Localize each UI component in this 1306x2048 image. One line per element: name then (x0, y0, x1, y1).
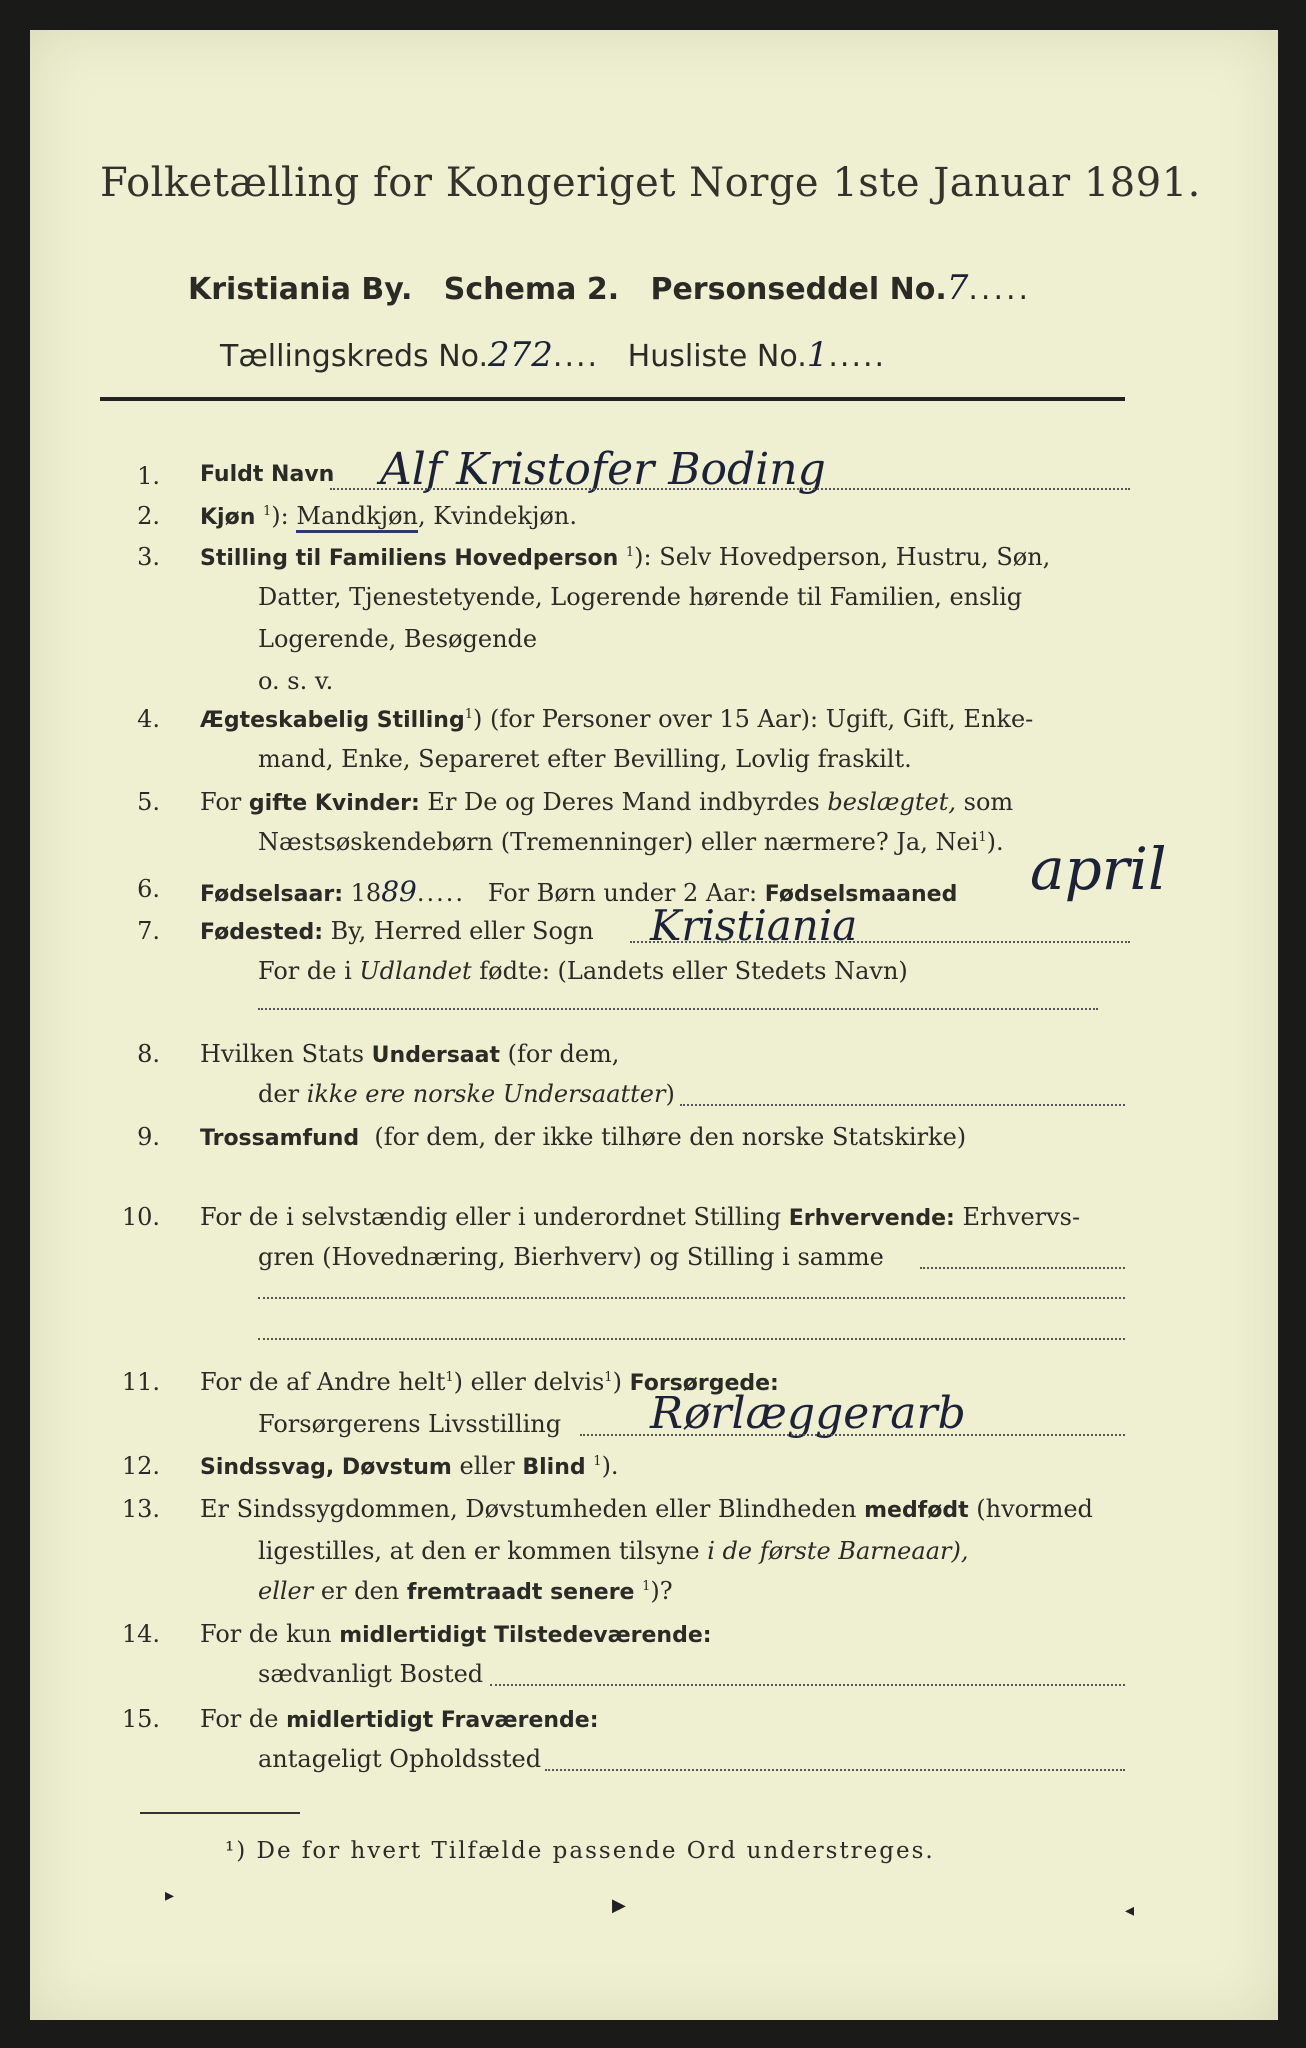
family-position-options-3: Logerende, Besøgende (258, 625, 538, 653)
item-number: 9. (137, 1123, 160, 1151)
congenital-label: medfødt (864, 1498, 969, 1523)
dependent-question: For de af Andre helt (200, 1368, 446, 1396)
dependent-label: Forsørgede: (629, 1371, 779, 1396)
birthplace-question: By, Herred eller Sogn (330, 917, 594, 945)
birthplace-label: Fødested: (200, 920, 323, 945)
provider-occupation-value: Rørlæggerarb (650, 1388, 966, 1439)
form-subtitle-2: Tællingskreds No.272.... Husliste No.1..... (220, 335, 887, 375)
dotted-line (545, 1769, 1125, 1771)
later-onset-label: fremtraadt senere (406, 1580, 635, 1605)
kreds-label: Tællingskreds No. (220, 339, 488, 374)
birthplace-value: Kristiania (650, 901, 858, 950)
schema-label: Schema 2. (443, 272, 620, 307)
marital-status-options: ) (for Personer over 15 Aar): Ugift, Gift, Enke- (473, 705, 1034, 733)
married-women-question-2: Næstsøskendebørn (Tremenninger) eller nærmere? Ja, Nei (258, 828, 979, 856)
congenital-question-2: (hvormed (976, 1495, 1093, 1523)
dotted-line (680, 1104, 1125, 1106)
form-subtitle: Kristiania By. Schema 2. Personseddel No.7..... (188, 268, 1032, 308)
birth-year-label: Fødselsaar: (200, 882, 343, 907)
birth-year-value: 89 (381, 875, 417, 908)
item-number: 12. (121, 1452, 160, 1480)
married-women-question: Er De og Deres Mand indbyrdes (427, 788, 820, 816)
dotted-line (580, 1434, 1125, 1436)
item-number: 10. (121, 1203, 160, 1231)
item-number: 14. (121, 1620, 160, 1648)
usual-residence-label: sædvanligt Bosted (258, 1660, 484, 1688)
header-rule (100, 397, 1125, 401)
sex-field: Kjøn $^1$): Mandkjøn, Kvindekjøn. (200, 502, 577, 530)
dotted-line (258, 1338, 1125, 1340)
congenital-question-3: ligestilles, at den er kommen tilsyne (258, 1537, 700, 1565)
birth-month-value: april (1030, 835, 1167, 903)
form-title: Folketælling for Kongeriget Norge 1ste Januar 1891. (100, 160, 1201, 206)
temporary-absent-label: midlertidigt Fraværende: (286, 1708, 599, 1733)
item-number: 13. (121, 1495, 160, 1523)
disability-blind-label: Blind (522, 1455, 586, 1480)
religion-label: Trossamfund (200, 1126, 360, 1151)
abroad-word: Udlandet (359, 957, 472, 985)
congenital-eller: eller (258, 1577, 314, 1605)
family-position-options-4: o. s. v. (258, 667, 334, 695)
full-name-value: Alf Kristofer Boding (380, 444, 826, 495)
sex-option-male: Mandkjøn (296, 502, 418, 533)
congenital-early-years: i de første Barneaar), (707, 1537, 969, 1565)
dotted-line (330, 488, 1130, 490)
dotted-line (920, 1267, 1125, 1269)
item-number: 11. (121, 1368, 160, 1396)
abroad-question: fødte: (Landets eller Stedets Navn) (479, 957, 908, 985)
husliste-label: Husliste No. (627, 339, 807, 374)
occupation-question: For de i selvstændig eller i underordnet Stilling (200, 1203, 782, 1231)
kreds-number: 272 (488, 335, 553, 375)
ink-mark: ◂ (1125, 1900, 1135, 1921)
citizenship-question-2: (for dem, (507, 1040, 620, 1068)
birth-month-question: For Børn under 2 Aar: (487, 879, 758, 907)
item-number: 6. (137, 875, 160, 903)
item-number: 3. (137, 543, 160, 571)
ink-mark: ▸ (165, 1885, 175, 1906)
married-women-prefix: For (200, 788, 242, 816)
dependent-question-2: ) eller delvis (453, 1368, 605, 1396)
item-number: 5. (137, 788, 160, 816)
full-name-label: Fuldt Navn (200, 462, 335, 487)
congenital-question-4: er den (320, 1577, 400, 1605)
city-label: Kristiania By. (188, 272, 413, 307)
occupation-question-3: gren (Hovednæring, Bierhverv) og Stilling i samme (258, 1243, 884, 1271)
religion-question: (for dem, der ikke tilhøre den norske Statskirke) (374, 1123, 967, 1151)
marital-status-label: Ægteskabelig Stilling (200, 708, 465, 733)
citizenship-der: der (258, 1080, 300, 1108)
family-position-options-2: Datter, Tjenestetyende, Logerende hørende til Familien, enslig (258, 583, 1023, 611)
item-number: 1. (137, 462, 160, 490)
temporary-present-label: midlertidigt Tilstedeværende: (339, 1623, 712, 1648)
husliste-number: 1 (806, 335, 829, 375)
disability-eller: eller (459, 1452, 515, 1480)
sex-label: Kjøn (200, 505, 256, 530)
abroad-prefix: For de i (258, 957, 352, 985)
provider-occupation-label: Forsørgerens Livsstilling (258, 1410, 562, 1438)
item-number: 7. (137, 917, 160, 945)
family-position-label: Stilling til Familiens Hovedperson (200, 546, 619, 571)
family-position-options: ): Selv Hovedperson, Hustru, Søn, (634, 543, 1051, 571)
sex-option-female: Kvindekjøn. (433, 502, 577, 530)
marital-status-options-2: mand, Enke, Separeret efter Bevilling, Lovlig fraskilt. (258, 745, 912, 773)
citizenship-label: Undersaat (371, 1043, 501, 1068)
item-number: 8. (137, 1040, 160, 1068)
married-women-label: gifte Kvinder: (248, 791, 420, 816)
ink-mark: ▶ (612, 1895, 626, 1916)
birth-month-label: Fødselsmaaned (764, 882, 958, 907)
footnote-rule (140, 1812, 300, 1814)
personseddel-number: 7 (946, 268, 969, 308)
dotted-line (258, 1008, 1098, 1010)
citizenship-question: Hvilken Stats (200, 1040, 365, 1068)
dotted-line (490, 1684, 1125, 1686)
disability-label: Sindssvag, Døvstum (200, 1455, 452, 1480)
item-number: 4. (137, 705, 160, 733)
birth-year-prefix: 18 (350, 879, 382, 907)
dotted-line (258, 1297, 1125, 1299)
temporary-absent-question: For de (200, 1705, 279, 1733)
item-number: 2. (137, 502, 160, 530)
item-number: 15. (121, 1705, 160, 1733)
dotted-line (630, 941, 1130, 943)
footnote-ref: 1 (263, 504, 272, 519)
occupation-question-2: Erhvervs- (962, 1203, 1081, 1231)
footnote: ¹) De for hvert Tilfælde passende Ord understreges. (225, 1838, 935, 1864)
temporary-present-question: For de kun (200, 1620, 332, 1648)
personseddel-label: Personseddel No. (650, 272, 947, 307)
occupation-label: Erhvervende: (788, 1206, 955, 1231)
married-women-som: som (963, 788, 1014, 816)
citizenship-non-norwegian: ikke ere norske Undersaatter (306, 1080, 666, 1108)
congenital-question: Er Sindssygdommen, Døvstumheden eller Blindheden (200, 1495, 857, 1523)
probable-residence-label: antageligt Opholdssted (258, 1745, 542, 1773)
married-women-related: beslægtet, (827, 788, 956, 816)
